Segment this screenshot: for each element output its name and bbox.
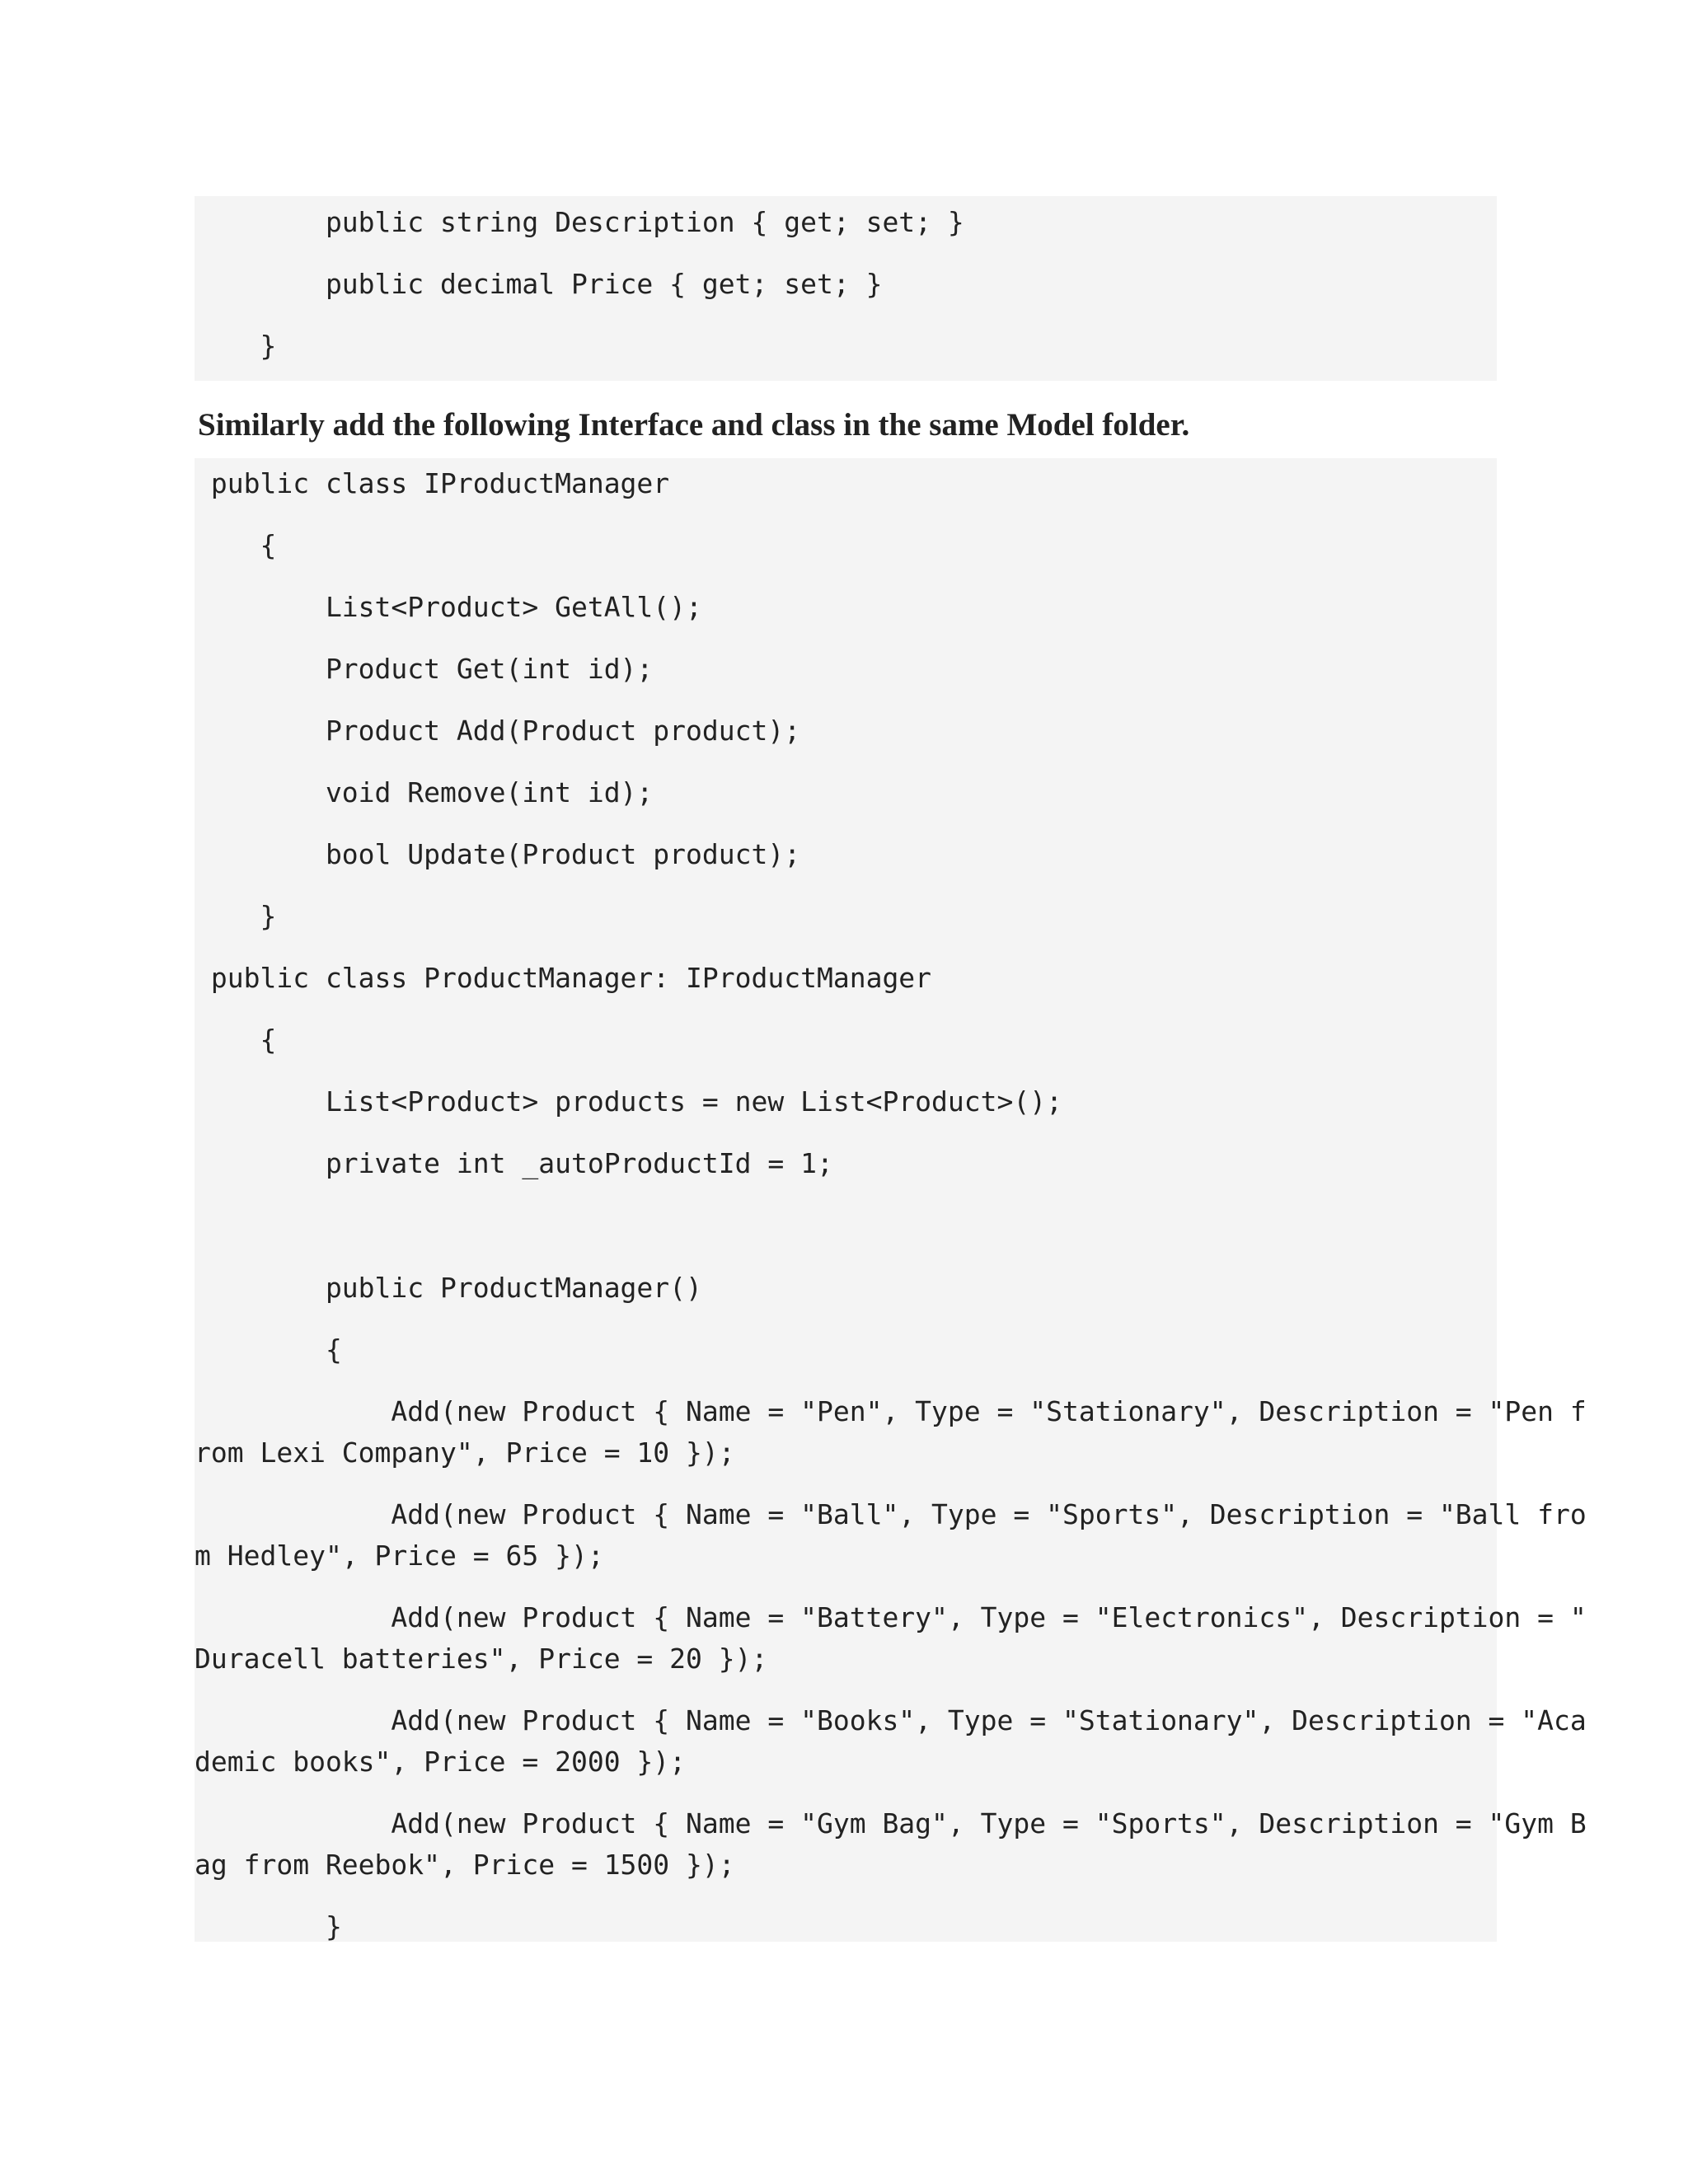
- code-line: Add(new Product { Name = "Pen", Type = "Stationary", Description = "Pen f: [195, 1395, 1587, 1427]
- code-line: Add(new Product { Name = "Books", Type = "Stationary", Description = "Aca: [195, 1704, 1587, 1736]
- code-line: Add(new Product { Name = "Ball", Type = "Sports", Description = "Ball fro: [195, 1498, 1587, 1530]
- code-line: public string Description { get; set; }: [195, 206, 964, 238]
- section-heading: Similarly add the following Interface and class in the same Model folder.: [198, 407, 1190, 443]
- code-line: void Remove(int id);: [195, 776, 654, 808]
- code-line: bool Update(Product product);: [195, 838, 801, 870]
- code-line: rom Lexi Company", Price = 10 });: [195, 1436, 735, 1469]
- code-line: Add(new Product { Name = "Gym Bag", Type = "Sports", Description = "Gym B: [195, 1807, 1587, 1840]
- code-line: List<Product> products = new List<Product>();: [195, 1085, 1062, 1118]
- code-line: Duracell batteries", Price = 20 });: [195, 1643, 768, 1675]
- code-line: Product Add(Product product);: [195, 715, 801, 747]
- code-block-product-manager: [195, 458, 1587, 1943]
- code-block-product-class-end: [195, 196, 1497, 381]
- code-line: public class IProductManager: [195, 467, 670, 499]
- code-line: public decimal Price { get; set; }: [195, 268, 883, 300]
- code-line: {: [195, 1024, 277, 1056]
- code-line: public ProductManager(): [195, 1272, 702, 1304]
- code-line: m Hedley", Price = 65 });: [195, 1540, 604, 1572]
- code-line: List<Product> GetAll();: [195, 591, 702, 623]
- code-line: }: [195, 330, 277, 362]
- code-line: Product Get(int id);: [195, 653, 654, 685]
- code-line: demic books", Price = 2000 });: [195, 1746, 687, 1778]
- code-line: {: [195, 529, 277, 561]
- code-line: ag from Reebok", Price = 1500 });: [195, 1849, 735, 1881]
- code-line: {: [195, 1333, 342, 1366]
- code-line: public class ProductManager: IProductManager: [195, 962, 932, 994]
- code-line: }: [195, 1910, 342, 1943]
- code-line: }: [195, 900, 277, 932]
- code-line: private int _autoProductId = 1;: [195, 1147, 833, 1179]
- code-line: Add(new Product { Name = "Battery", Type = "Electronics", Description = ": [195, 1601, 1587, 1633]
